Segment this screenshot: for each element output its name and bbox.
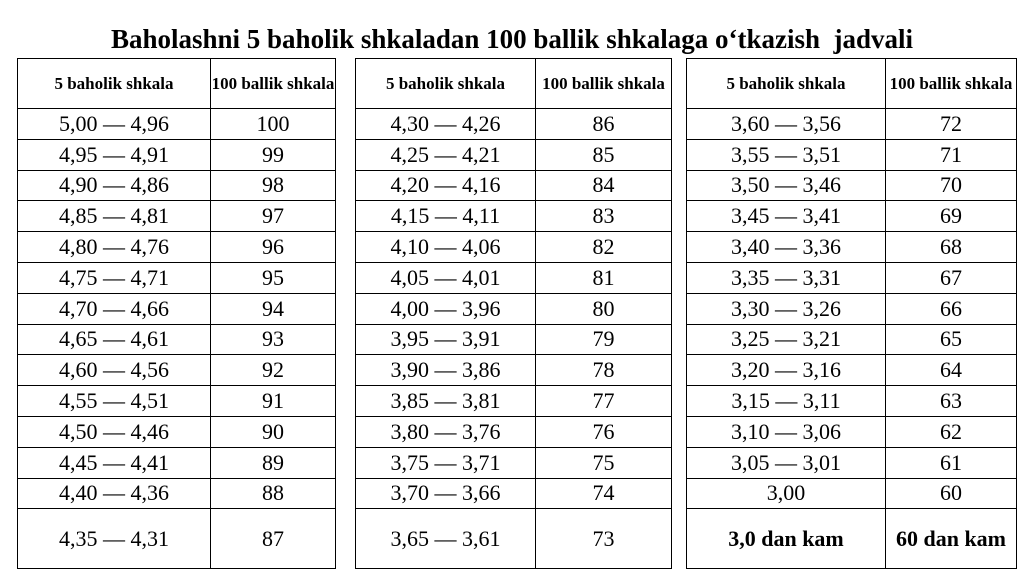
score-cell: 94 (211, 293, 336, 324)
conversion-table-2 (355, 58, 672, 569)
table-body (687, 109, 1017, 569)
score-cell: 97 (211, 201, 336, 232)
table-row (18, 416, 336, 447)
score-cell: 98 (211, 170, 336, 201)
score-cell: 66 (886, 293, 1017, 324)
table-row (18, 170, 336, 201)
table-row (687, 139, 1017, 170)
score-cell: 87 (211, 509, 336, 569)
range-cell: 4,45 — 4,41 (18, 447, 211, 478)
range-cell: 4,85 — 4,81 (18, 201, 211, 232)
score-cell: 74 (536, 478, 672, 509)
conversion-table-3 (686, 58, 1017, 569)
score-cell: 95 (211, 262, 336, 293)
table-row (687, 324, 1017, 355)
table-panel-2 (355, 58, 672, 569)
table-row (18, 109, 336, 140)
range-cell: 4,20 — 4,16 (356, 170, 536, 201)
range-cell: 4,50 — 4,46 (18, 416, 211, 447)
score-cell: 72 (886, 109, 1017, 140)
range-cell: 4,05 — 4,01 (356, 262, 536, 293)
score-cell: 80 (536, 293, 672, 324)
score-cell: 76 (536, 416, 672, 447)
range-cell: 4,10 — 4,06 (356, 232, 536, 263)
header-scale5: 5 baholik shkala (687, 59, 886, 109)
range-cell: 3,70 — 3,66 (356, 478, 536, 509)
range-cell: 4,95 — 4,91 (18, 139, 211, 170)
range-cell: 3,50 — 3,46 (687, 170, 886, 201)
conversion-table-1 (17, 58, 336, 569)
header-scale100: 100 ballik shkala (886, 59, 1017, 109)
score-cell: 92 (211, 355, 336, 386)
score-cell: 81 (536, 262, 672, 293)
table-row (18, 478, 336, 509)
table-row (18, 293, 336, 324)
table-row (356, 109, 672, 140)
table-row (687, 509, 1017, 569)
table-row (356, 509, 672, 569)
score-cell: 93 (211, 324, 336, 355)
score-cell: 91 (211, 386, 336, 417)
range-cell: 3,25 — 3,21 (687, 324, 886, 355)
table-body (18, 109, 336, 569)
range-cell: 3,85 — 3,81 (356, 386, 536, 417)
table-row (18, 201, 336, 232)
range-cell: 4,30 — 4,26 (356, 109, 536, 140)
range-cell: 3,20 — 3,16 (687, 355, 886, 386)
score-cell: 60 dan kam (886, 509, 1017, 569)
table-panel-3 (686, 58, 1017, 569)
range-cell: 3,90 — 3,86 (356, 355, 536, 386)
table-panel-1 (17, 58, 336, 569)
table-row (356, 416, 672, 447)
range-cell: 3,55 — 3,51 (687, 139, 886, 170)
score-cell: 89 (211, 447, 336, 478)
table-row (687, 232, 1017, 263)
table-row (18, 139, 336, 170)
range-cell: 3,35 — 3,31 (687, 262, 886, 293)
range-cell: 3,15 — 3,11 (687, 386, 886, 417)
range-cell: 3,95 — 3,91 (356, 324, 536, 355)
range-cell: 3,80 — 3,76 (356, 416, 536, 447)
header-scale5: 5 baholik shkala (356, 59, 536, 109)
range-cell: 3,65 — 3,61 (356, 509, 536, 569)
table-row (356, 478, 672, 509)
table-row (18, 355, 336, 386)
score-cell: 82 (536, 232, 672, 263)
table-row (18, 447, 336, 478)
score-cell: 85 (536, 139, 672, 170)
table-row (356, 170, 672, 201)
table-row (356, 201, 672, 232)
table-row (687, 386, 1017, 417)
table-row (687, 447, 1017, 478)
score-cell: 88 (211, 478, 336, 509)
score-cell: 96 (211, 232, 336, 263)
table-row (18, 386, 336, 417)
range-cell: 3,30 — 3,26 (687, 293, 886, 324)
table-row (356, 262, 672, 293)
range-cell: 5,00 — 4,96 (18, 109, 211, 140)
range-cell: 3,0 dan kam (687, 509, 886, 569)
table-row (356, 139, 672, 170)
range-cell: 3,10 — 3,06 (687, 416, 886, 447)
score-cell: 83 (536, 201, 672, 232)
table-body (356, 109, 672, 569)
table-row (18, 509, 336, 569)
table-row (687, 293, 1017, 324)
table-row (356, 386, 672, 417)
page-title: Baholashni 5 baholik shkaladan 100 ballik shkalaga o‘tkazish jadvali (110, 24, 914, 54)
score-cell: 90 (211, 416, 336, 447)
range-cell: 3,40 — 3,36 (687, 232, 886, 263)
score-cell: 64 (886, 355, 1017, 386)
range-cell: 4,90 — 4,86 (18, 170, 211, 201)
score-cell: 77 (536, 386, 672, 417)
score-cell: 68 (886, 232, 1017, 263)
table-row (687, 416, 1017, 447)
range-cell: 4,25 — 4,21 (356, 139, 536, 170)
score-cell: 78 (536, 355, 672, 386)
table-row (687, 170, 1017, 201)
header-scale5: 5 baholik shkala (18, 59, 211, 109)
range-cell: 3,00 (687, 478, 886, 509)
range-cell: 4,00 — 3,96 (356, 293, 536, 324)
score-cell: 100 (211, 109, 336, 140)
score-cell: 73 (536, 509, 672, 569)
score-cell: 99 (211, 139, 336, 170)
range-cell: 3,45 — 3,41 (687, 201, 886, 232)
score-cell: 71 (886, 139, 1017, 170)
range-cell: 4,65 — 4,61 (18, 324, 211, 355)
table-row (356, 355, 672, 386)
table-row (356, 293, 672, 324)
score-cell: 62 (886, 416, 1017, 447)
score-cell: 86 (536, 109, 672, 140)
score-cell: 65 (886, 324, 1017, 355)
range-cell: 4,70 — 4,66 (18, 293, 211, 324)
range-cell: 3,05 — 3,01 (687, 447, 886, 478)
range-cell: 4,80 — 4,76 (18, 232, 211, 263)
range-cell: 3,60 — 3,56 (687, 109, 886, 140)
range-cell: 3,75 — 3,71 (356, 447, 536, 478)
range-cell: 4,55 — 4,51 (18, 386, 211, 417)
score-cell: 79 (536, 324, 672, 355)
table-row (18, 262, 336, 293)
range-cell: 4,35 — 4,31 (18, 509, 211, 569)
table-row (687, 478, 1017, 509)
header-scale100: 100 ballik shkala (211, 59, 336, 109)
table-row (687, 201, 1017, 232)
table-row (18, 324, 336, 355)
score-cell: 75 (536, 447, 672, 478)
table-row (687, 109, 1017, 140)
table-row (356, 232, 672, 263)
score-cell: 69 (886, 201, 1017, 232)
score-cell: 84 (536, 170, 672, 201)
table-row (687, 355, 1017, 386)
table-row (687, 262, 1017, 293)
range-cell: 4,60 — 4,56 (18, 355, 211, 386)
table-row (356, 324, 672, 355)
score-cell: 60 (886, 478, 1017, 509)
score-cell: 70 (886, 170, 1017, 201)
range-cell: 4,15 — 4,11 (356, 201, 536, 232)
score-cell: 61 (886, 447, 1017, 478)
score-cell: 63 (886, 386, 1017, 417)
score-cell: 67 (886, 262, 1017, 293)
table-row (356, 447, 672, 478)
range-cell: 4,75 — 4,71 (18, 262, 211, 293)
header-scale100: 100 ballik shkala (536, 59, 672, 109)
table-row (18, 232, 336, 263)
range-cell: 4,40 — 4,36 (18, 478, 211, 509)
